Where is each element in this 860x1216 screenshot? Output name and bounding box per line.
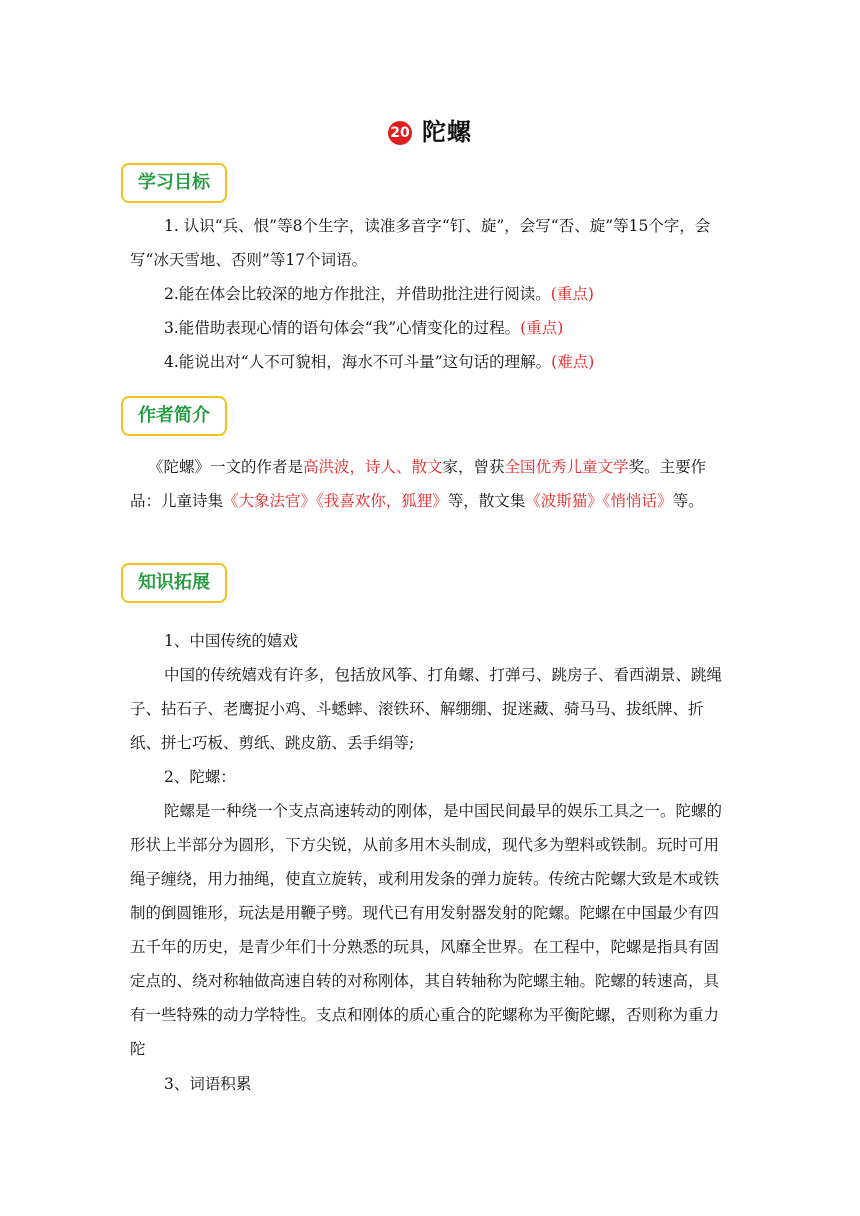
goal-item-4: 4.能说出对“人不可貌相，海水不可斗量”这句话的理解。(难点) — [164, 353, 595, 371]
goals-heading: 学习目标 — [121, 163, 227, 203]
section-2-title: 2、陀螺： — [164, 768, 236, 786]
goal-item-2: 2.能在体会比较深的地方作批注，并借助批注进行阅读。(重点) — [164, 285, 594, 303]
section-1-body: 中国的传统嬉戏有许多，包括放风筝、打角螺、打弹弓、跳房子、看西湖景、跳绳子、拈石子、老鹰捉小鸡、斗蟋蟀、滚铁环、解绷绷、捉迷藏、骑马马、拔纸牌、折纸、拼七巧板、剪纸、跳皮筋、丢手绢等; — [130, 666, 723, 752]
section-2-body: 陀螺是一种绕一个支点高速转动的刚体，是中国民间最早的娱乐工具之一。陀螺的形状上半部分为圆形，下方尖锐，从前多用木头制成，现代多为塑料或铁制。玩时可用绳子缠绕，用力抽绳，使直立旋转，或利用发条的弹力旋转。传统古陀螺大致是木或铁制的倒圆锥形，玩法是用鞭子劈。现代已有用发射器发射的陀螺。陀螺在中国最少有四五千年的历史，是青少年们十分熟悉的玩具，风靡全世界。在工程中，陀螺是指具有固定点的、绕对称轴做高速自转的对称刚体，其自转轴称为陀螺主轴。陀螺的转速高，具有一些特殊的动力学特性。支点和刚体的质心重合的陀螺称为平衡陀螺，否则称为重力陀 — [130, 802, 723, 1058]
goal-item-3-tag: (重点) — [520, 319, 564, 337]
goal-item-2-tag: (重点) — [550, 285, 594, 303]
lesson-title-text: 陀螺 — [422, 118, 472, 146]
section-1-title: 1、中国传统的嬉戏 — [164, 632, 298, 650]
knowledge-heading: 知识拓展 — [121, 563, 227, 603]
section-3-title: 3、词语积累 — [164, 1075, 252, 1093]
goal-item-3: 3.能借助表现心情的语句体会“我”心情变化的过程。(重点) — [164, 319, 564, 337]
goal-item-1: 1. 认识“兵、恨”等8个生字，读准多音字“钉、旋”，会写“否、旋”等15个字，会写“冰天雪地、否则”等17个词语。 — [130, 217, 711, 269]
lesson-number-badge: 20 — [388, 121, 412, 145]
author-intro: 《陀螺》一文的作者是高洪波，诗人、散文家，曾获全国优秀儿童文学奖。主要作品：儿童诗集《大象法官》《我喜欢你，狐狸》等，散文集《波斯猫》《悄悄话》等。 — [130, 458, 707, 510]
goal-item-4-tag: (难点) — [551, 353, 595, 371]
author-heading: 作者简介 — [121, 396, 227, 436]
lesson-title — [0, 112, 860, 147]
